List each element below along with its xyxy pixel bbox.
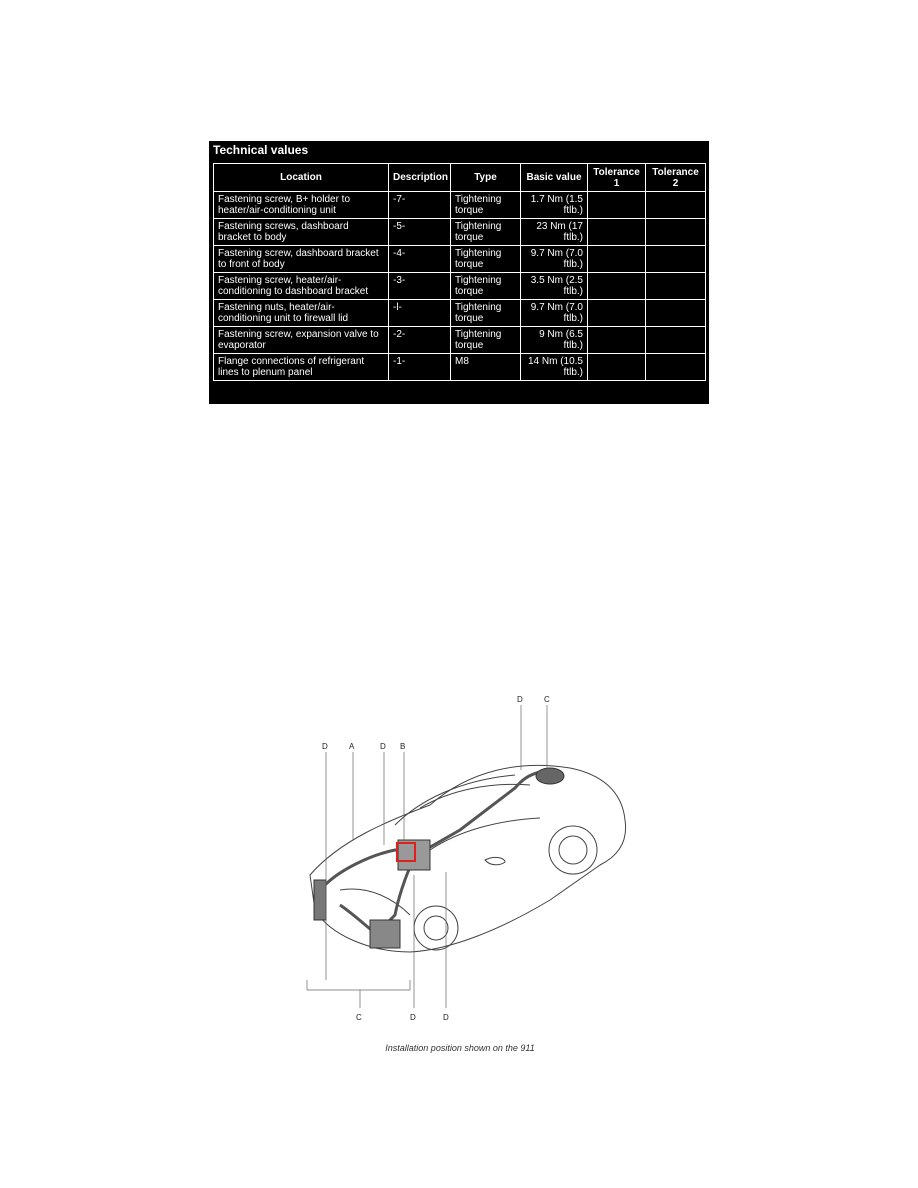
cell-tolerance-2: [646, 327, 706, 354]
cell-description: -1-: [389, 354, 451, 381]
cell-tolerance-1: [588, 300, 646, 327]
label-bottom-d1: D: [410, 1013, 416, 1022]
cell-tolerance-1: [588, 246, 646, 273]
cell-basic-value: 1.7 Nm (1.5 ftlb.): [521, 192, 588, 219]
header-description: Description: [389, 164, 451, 192]
table-row: [214, 246, 706, 273]
table-row: [214, 354, 706, 381]
cell-description: -2-: [389, 327, 451, 354]
table-row: [214, 300, 706, 327]
cell-tolerance-1: [588, 327, 646, 354]
cell-tolerance-1: [588, 354, 646, 381]
cell-description: -l-: [389, 300, 451, 327]
cell-basic-value: 9.7 Nm (7.0 ftlb.): [521, 300, 588, 327]
cell-type: Tightening torque: [451, 246, 521, 273]
cell-basic-value: 9.7 Nm (7.0 ftlb.): [521, 246, 588, 273]
cell-basic-value: 14 Nm (10.5 ftlb.): [521, 354, 588, 381]
cell-basic-value: 23 Nm (17 ftlb.): [521, 219, 588, 246]
cell-description: -4-: [389, 246, 451, 273]
cell-description: -5-: [389, 219, 451, 246]
cell-tolerance-1: [588, 192, 646, 219]
label-bottom-d2: D: [443, 1013, 449, 1022]
technical-values-title: Technical values: [213, 143, 309, 157]
cell-tolerance-2: [646, 273, 706, 300]
label-top-c: C: [544, 695, 550, 704]
cell-location: Fastening nuts, heater/air-conditioning unit to firewall lid: [214, 300, 389, 327]
cell-type: Tightening torque: [451, 327, 521, 354]
cell-location: Fastening screw, heater/air-conditioning to dashboard bracket: [214, 273, 389, 300]
cell-tolerance-2: [646, 192, 706, 219]
label-top-d: D: [517, 695, 523, 704]
cell-description: -3-: [389, 273, 451, 300]
figure-caption: Installation position shown on the 911: [385, 1043, 535, 1053]
cell-location: Fastening screw, dashboard bracket to front of body: [214, 246, 389, 273]
table-row: [214, 219, 706, 246]
cell-basic-value: 9 Nm (6.5 ftlb.): [521, 327, 588, 354]
header-tolerance-2: Tolerance 2: [646, 164, 706, 192]
compressor-icon: [536, 768, 564, 784]
cell-basic-value: 3.5 Nm (2.5 ftlb.): [521, 273, 588, 300]
cell-type: Tightening torque: [451, 219, 521, 246]
table-row: [214, 273, 706, 300]
header-type: Type: [451, 164, 521, 192]
label-a: A: [349, 742, 355, 751]
cell-tolerance-1: [588, 219, 646, 246]
header-tolerance-1: Tolerance 1: [588, 164, 646, 192]
cell-location: Fastening screw, expansion valve to evaporator: [214, 327, 389, 354]
technical-values-panel: [209, 141, 709, 404]
cell-location: Fastening screws, dashboard bracket to body: [214, 219, 389, 246]
label-b: B: [400, 742, 406, 751]
cell-location: Fastening screw, B+ holder to heater/air-conditioning unit: [214, 192, 389, 219]
cell-type: Tightening torque: [451, 300, 521, 327]
cell-tolerance-2: [646, 219, 706, 246]
label-left-d2: D: [380, 742, 386, 751]
cell-description: -7-: [389, 192, 451, 219]
cell-type: Tightening torque: [451, 273, 521, 300]
label-left-d: D: [322, 742, 328, 751]
cell-tolerance-2: [646, 300, 706, 327]
cell-tolerance-2: [646, 354, 706, 381]
cell-tolerance-2: [646, 246, 706, 273]
condenser-right-icon: [370, 920, 400, 948]
cell-type: M8: [451, 354, 521, 381]
header-basic-value: Basic value: [521, 164, 588, 192]
car-installation-diagram: [300, 690, 640, 1030]
header-location: Location: [214, 164, 389, 192]
condenser-left-icon: [314, 880, 326, 920]
table-header-row: [214, 164, 706, 192]
cell-location: Flange connections of refrigerant lines to plenum panel: [214, 354, 389, 381]
technical-values-table: [213, 163, 706, 381]
table-row: [214, 192, 706, 219]
cell-type: Tightening torque: [451, 192, 521, 219]
label-bottom-c: C: [356, 1013, 362, 1022]
table-row: [214, 327, 706, 354]
cell-tolerance-1: [588, 273, 646, 300]
